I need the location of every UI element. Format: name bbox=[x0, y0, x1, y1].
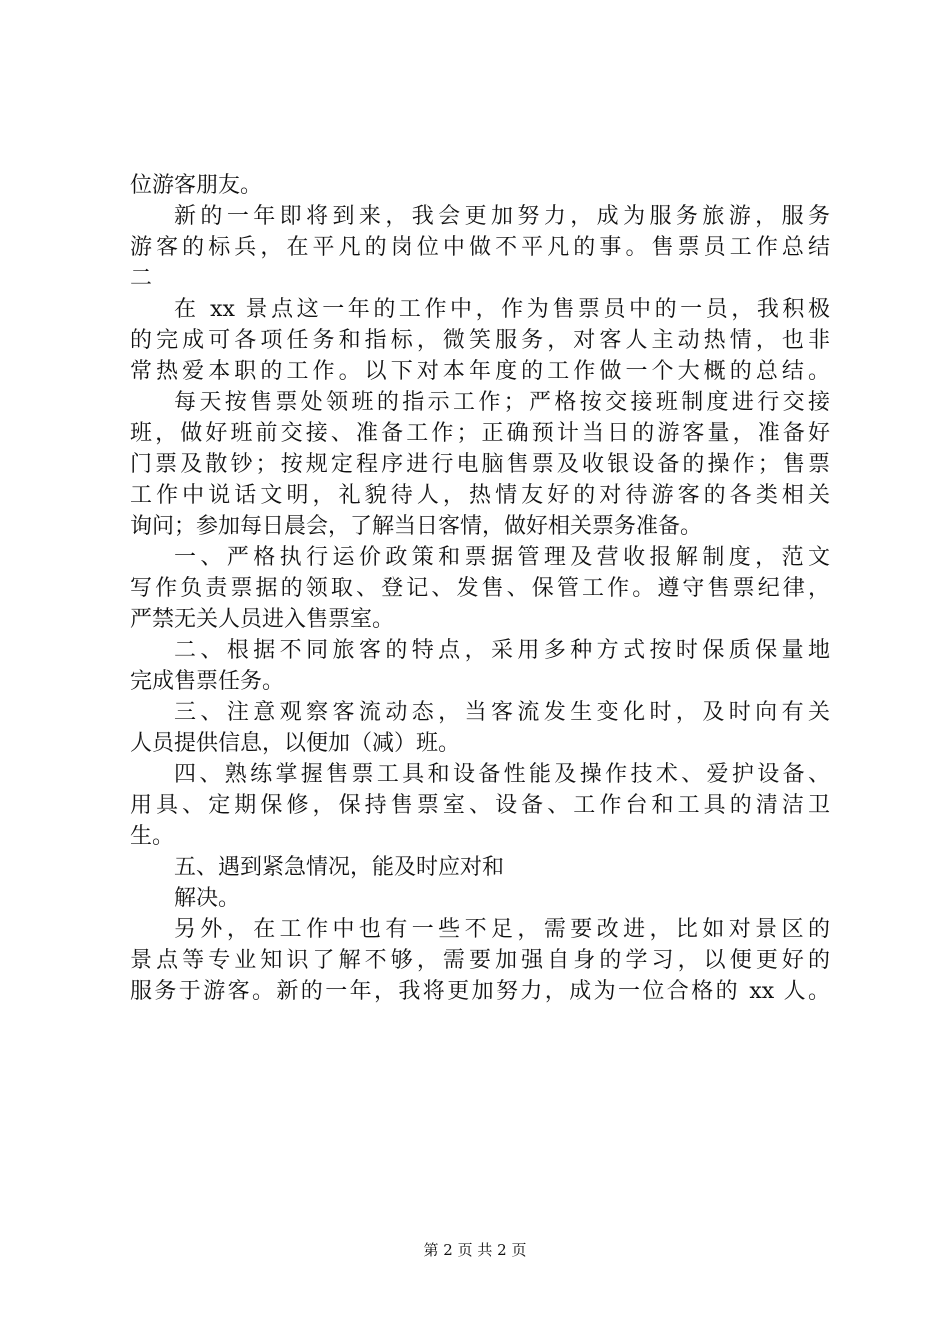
text-line: 景点等专业知识了解不够，需要加强自身的学习，以便更好的 bbox=[130, 948, 830, 973]
text-line: 班，做好班前交接、准备工作；正确预计当日的游客量，准备好 bbox=[130, 421, 830, 446]
text-line: 新的一年即将到来，我会更加努力，成为服务旅游，服务 bbox=[174, 204, 830, 229]
text-line: 严禁无关人员进入售票室。 bbox=[130, 607, 395, 632]
text-line: 每天按售票处领班的指示工作；严格按交接班制度进行交接 bbox=[174, 390, 830, 415]
text-line: 三、注意观察客流动态，当客流发生变化时，及时向有关 bbox=[174, 700, 830, 725]
text-line: 工作中说话文明，礼貌待人，热情友好的对待游客的各类相关 bbox=[130, 483, 830, 508]
text-line: 四、熟练掌握售票工具和设备性能及操作技术、爱护设备、 bbox=[174, 762, 830, 787]
text-line: 完成售票任务。 bbox=[130, 669, 285, 694]
page-footer: 第 2 页 共 2 页 bbox=[423, 1241, 527, 1259]
text-line: 二、根据不同旅客的特点，采用多种方式按时保质保量地 bbox=[174, 638, 830, 663]
text-line: 另外，在工作中也有一些不足，需要改进，比如对景区的 bbox=[174, 917, 830, 942]
text-line: 写作负责票据的领取、登记、发售、保管工作。遵守售票纪律， bbox=[130, 576, 830, 601]
text-line: 生。 bbox=[130, 824, 175, 849]
text-line: 位游客朋友。 bbox=[130, 173, 263, 198]
text-line: 常热爱本职的工作。以下对本年度的工作做一个大概的总结。 bbox=[130, 359, 830, 384]
text-line: 二 bbox=[130, 266, 153, 291]
text-line: 的完成可各项任务和指标，微笑服务，对客人主动热情，也非 bbox=[130, 328, 830, 353]
text-line: 游客的标兵，在平凡的岗位中做不平凡的事。售票员工作总结 bbox=[130, 235, 830, 260]
text-line: 在 xx 景点这一年的工作中，作为售票员中的一员，我积极 bbox=[174, 297, 830, 322]
text-line: 用具、定期保修，保持售票室、设备、工作台和工具的清洁卫 bbox=[130, 793, 830, 818]
document-body bbox=[130, 170, 830, 1007]
text-line: 询问；参加每日晨会，了解当日客情，做好相关票务准备。 bbox=[130, 514, 703, 539]
text-line: 一、严格执行运价政策和票据管理及营收报解制度，范文 bbox=[174, 545, 830, 570]
text-line: 人员提供信息，以便加（减）班。 bbox=[130, 731, 461, 756]
text-line: 解决。 bbox=[174, 886, 241, 911]
text-line: 五、遇到紧急情况，能及时应对和 bbox=[174, 855, 505, 880]
text-line: 服务于游客。新的一年，我将更加努力，成为一位合格的 xx 人。 bbox=[130, 979, 830, 1004]
text-line: 门票及散钞；按规定程序进行电脑售票及收银设备的操作；售票 bbox=[130, 452, 830, 477]
